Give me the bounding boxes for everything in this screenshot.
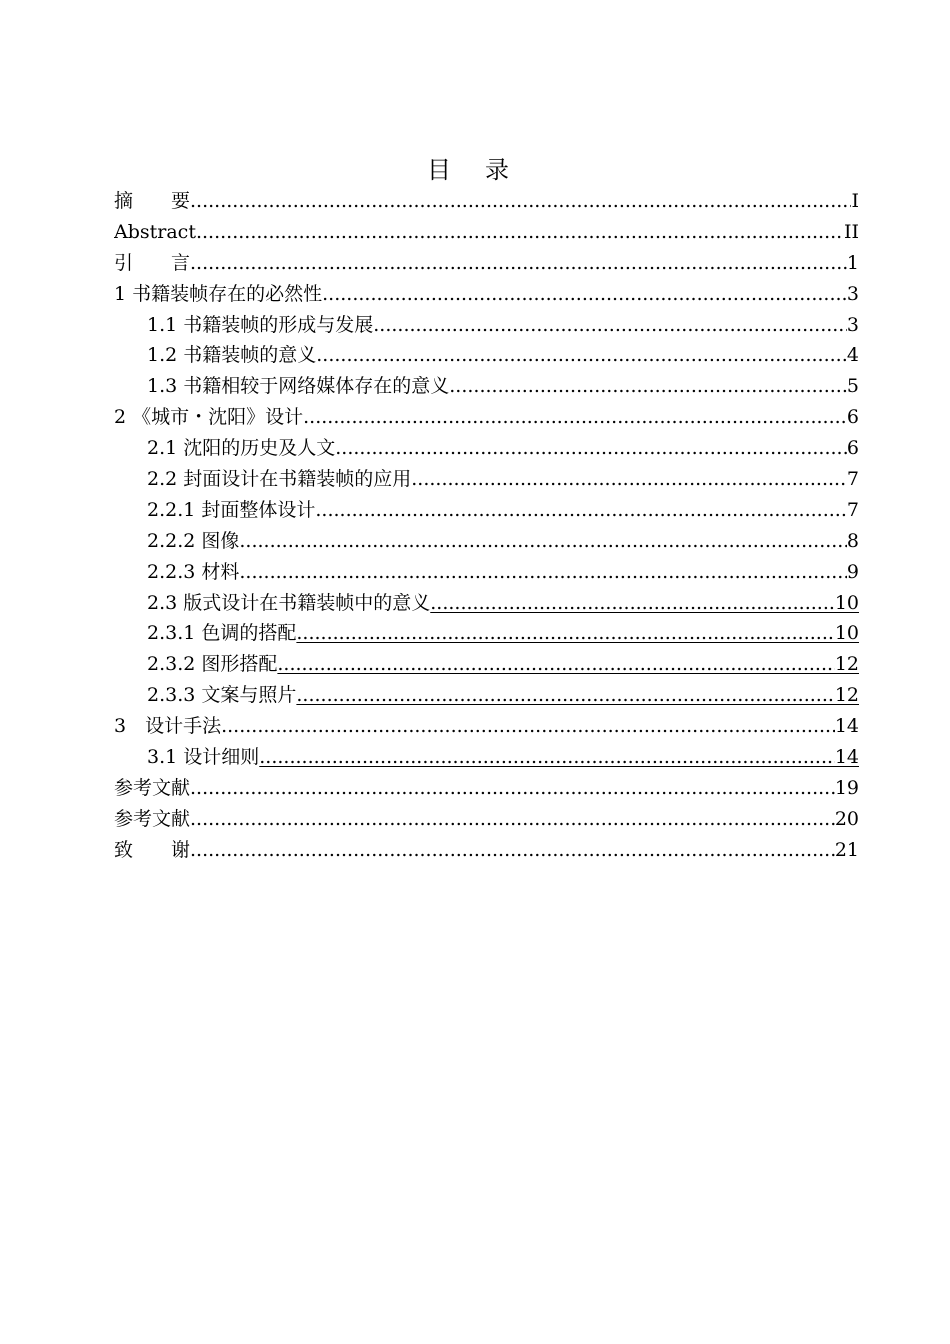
- toc-entry-label: 2.3.2 图形搭配: [147, 653, 278, 676]
- toc-entry[interactable]: [114, 557, 859, 588]
- toc-page-number: 10: [834, 622, 859, 645]
- toc-entry-label: 1.3 书籍相较于网络媒体存在的意义: [147, 375, 450, 398]
- toc-dot-leader: [322, 279, 847, 310]
- toc-entry[interactable]: [114, 402, 859, 433]
- toc-entry[interactable]: [114, 248, 859, 279]
- toc-entry-label: 2.2 封面设计在书籍装帧的应用: [147, 468, 412, 491]
- toc-dot-leader: [303, 402, 847, 433]
- toc-page-number: 19: [834, 776, 859, 799]
- toc-entry[interactable]: [114, 618, 859, 649]
- toc-page-number: 12: [834, 684, 859, 707]
- toc-page-number: 7: [846, 468, 859, 491]
- toc-page-number: 1: [846, 251, 859, 274]
- toc-entry[interactable]: [114, 649, 859, 680]
- toc-entry[interactable]: [114, 279, 859, 310]
- toc-dot-leader: [190, 835, 835, 866]
- toc-entry-label: 2.1 沈阳的历史及人文: [147, 437, 336, 460]
- toc-page-number: 3: [846, 282, 859, 305]
- toc-entry-label: 2.3.1 色调的搭配: [147, 622, 297, 645]
- toc-page-number: I: [851, 190, 859, 212]
- toc-entry-label: Abstract: [114, 220, 196, 243]
- toc-page-number: 14: [834, 746, 859, 769]
- toc-dot-leader: [239, 526, 847, 557]
- toc-dot-leader: [411, 464, 847, 495]
- toc-page-number: 10: [834, 591, 859, 614]
- toc-entry[interactable]: [114, 680, 859, 711]
- toc-page-number: 9: [846, 560, 859, 583]
- toc-dot-leader: [296, 680, 834, 711]
- toc-page-number: 3: [846, 313, 859, 336]
- toc-dot-leader: [373, 310, 847, 341]
- toc-entry-label: 2.2.2 图像: [147, 529, 240, 552]
- toc-entry-label: 引 言: [114, 251, 191, 274]
- toc-dot-leader: [239, 557, 847, 588]
- toc-entry[interactable]: [114, 217, 859, 248]
- toc-entry[interactable]: [114, 186, 859, 217]
- toc-dot-leader: [190, 186, 851, 217]
- toc-entry-label: 参考文献: [114, 807, 191, 830]
- toc-entry-label: 2.3.3 文案与照片: [147, 684, 297, 707]
- toc-entry-label: 2.2.1 封面整体设计: [147, 498, 316, 521]
- toc-entry-label: 1.2 书籍装帧的意义: [147, 344, 317, 367]
- toc-title: 目录: [427, 156, 543, 184]
- toc-page-number: 4: [846, 344, 859, 367]
- toc-dot-leader: [315, 495, 847, 526]
- toc-entry[interactable]: [114, 495, 859, 526]
- toc-dot-leader: [196, 217, 844, 248]
- toc-entry[interactable]: [114, 526, 859, 557]
- toc-list: [114, 186, 859, 866]
- toc-dot-leader: [190, 773, 835, 804]
- toc-page-number: II: [843, 220, 859, 243]
- toc-page-number: 12: [834, 653, 859, 676]
- toc-entry-label: 2.2.3 材料: [147, 560, 240, 583]
- toc-dot-leader: [277, 649, 834, 680]
- toc-dot-leader: [335, 433, 847, 464]
- toc-dot-leader: [430, 588, 835, 619]
- toc-page-number: 6: [846, 437, 859, 460]
- toc-entry[interactable]: [114, 433, 859, 464]
- toc-entry[interactable]: [114, 773, 859, 804]
- toc-entry[interactable]: [114, 711, 859, 742]
- toc-entry-label: 1.1 书籍装帧的形成与发展: [147, 313, 374, 336]
- toc-entry[interactable]: [114, 804, 859, 835]
- toc-entry[interactable]: [114, 340, 859, 371]
- toc-entry-label: 2 《城市・沈阳》设计: [114, 406, 304, 429]
- toc-entry[interactable]: [114, 742, 859, 773]
- toc-dot-leader: [190, 248, 847, 279]
- toc-page-number: 5: [846, 375, 859, 398]
- toc-page-number: 21: [834, 838, 859, 861]
- toc-dot-leader: [316, 340, 847, 371]
- toc-entry[interactable]: [114, 588, 859, 619]
- toc-page-number: 14: [834, 715, 859, 738]
- toc-entry[interactable]: [114, 464, 859, 495]
- toc-page-number: 8: [846, 529, 859, 552]
- toc-entry-label: 3 设计手法: [114, 715, 222, 738]
- toc-page-number: 20: [834, 807, 859, 830]
- toc-dot-leader: [190, 804, 835, 835]
- toc-dot-leader: [259, 742, 835, 773]
- toc-entry-label: 参考文献: [114, 776, 191, 799]
- toc-page-number: 7: [846, 498, 859, 521]
- toc-entry-label: 致 谢: [114, 838, 191, 861]
- toc-entry-label: 3.1 设计细则: [147, 746, 260, 769]
- toc-entry-label: 2.3 版式设计在书籍装帧中的意义: [147, 591, 431, 614]
- toc-entry[interactable]: [114, 371, 859, 402]
- toc-dot-leader: [449, 371, 847, 402]
- toc-entry-label: 1 书籍装帧存在的必然性: [114, 282, 323, 305]
- toc-entry[interactable]: [114, 310, 859, 341]
- toc-dot-leader: [296, 618, 834, 649]
- toc-entry-label: 摘 要: [114, 190, 191, 212]
- toc-dot-leader: [221, 711, 835, 742]
- toc-page-number: 6: [846, 406, 859, 429]
- toc-entry[interactable]: [114, 835, 859, 866]
